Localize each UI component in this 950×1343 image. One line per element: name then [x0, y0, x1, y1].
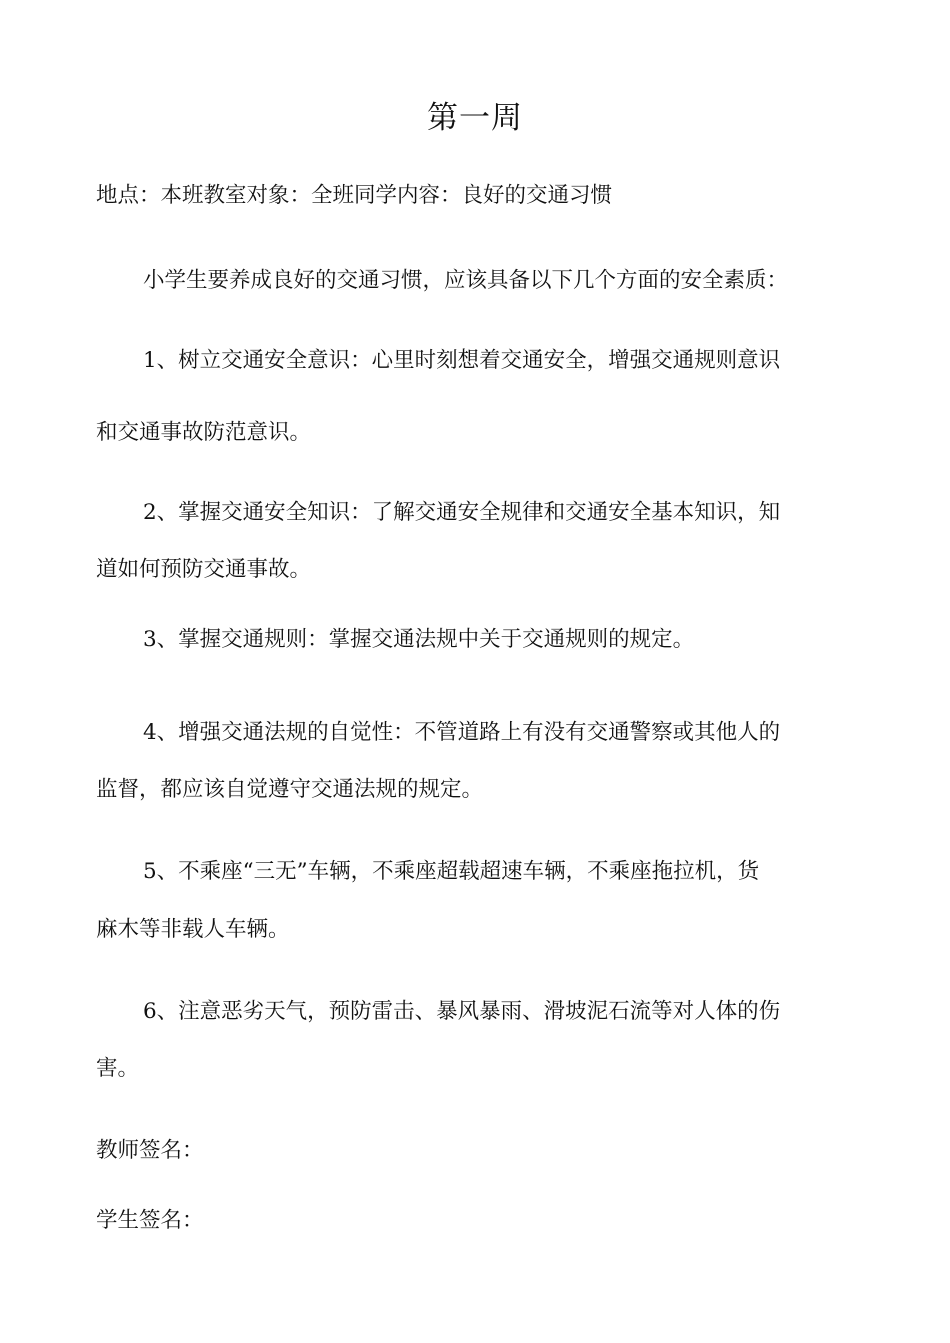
intro-paragraph: 小学生要养成良好的交通习惯，应该具备以下几个方面的安全素质： [143, 268, 789, 293]
item-6-line-2: 害。 [96, 1056, 140, 1081]
item-1-line-1: 1、树立交通安全意识：心里时刻想着交通安全，增强交通规则意识 [143, 348, 781, 373]
item-5-line-1: 5、不乘座“三无”车辆，不乘座超载超速车辆，不乘座拖拉机，货 [143, 859, 760, 884]
meta-line: 地点：本班教室对象：全班同学内容：良好的交通习惯 [96, 183, 613, 208]
item-2-line-2: 道如何预防交通事故。 [96, 557, 312, 582]
item-2-line-1: 2、掌握交通安全知识：了解交通安全规律和交通安全基本知识，知 [143, 500, 781, 525]
page-title: 第一周 [427, 100, 523, 136]
item-4-line-2: 监督，都应该自觉遵守交通法规的规定。 [96, 777, 484, 802]
item-4-line-1: 4、增强交通法规的自觉性：不管道路上有没有交通警察或其他人的 [143, 720, 781, 745]
item-3-line-1: 3、掌握交通规则：掌握交通法规中关于交通规则的规定。 [143, 627, 695, 652]
item-5-line-2: 麻木等非载人车辆。 [96, 917, 290, 942]
item-6-line-1: 6、注意恶劣天气，预防雷击、暴风暴雨、滑坡泥石流等对人体的伤 [143, 999, 781, 1024]
teacher-signature-label: 教师签名： [96, 1138, 204, 1163]
item-1-line-2: 和交通事故防范意识。 [96, 420, 312, 445]
student-signature-label: 学生签名： [96, 1208, 204, 1233]
